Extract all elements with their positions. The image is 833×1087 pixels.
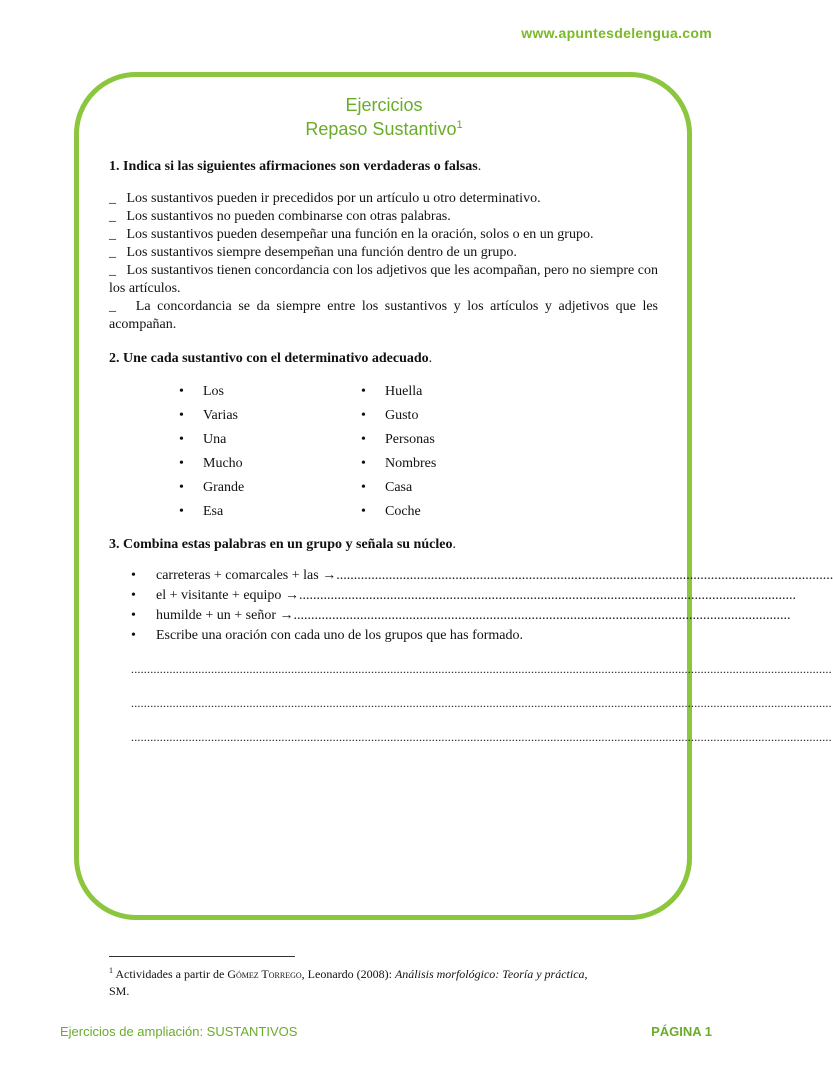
bullet-icon: •: [361, 504, 366, 519]
footnote-prefix: Actividades a partir de: [115, 967, 228, 981]
exercise-2-prompt-text: 2. Une cada sustantivo con el determinativo adecuado: [109, 351, 429, 366]
item-label: Los: [203, 384, 224, 399]
answer-fill-line[interactable]: ..............................................................................................................................................: [293, 608, 791, 623]
arrow-right-icon: →: [284, 588, 299, 603]
statement-text: Los sustantivos pueden ir precedidos por un artículo u otro determinativo.: [126, 191, 541, 206]
exercise-3-prompt-period: .: [452, 537, 456, 552]
bullet-icon: •: [179, 408, 184, 423]
answer-fill-line[interactable]: ..............................................................................................................................................: [336, 568, 833, 583]
list-item[interactable]: [361, 452, 436, 476]
answer-line[interactable]: ...........................................................................................................................................................................................................................: [131, 696, 832, 710]
item-label: Mucho: [203, 456, 243, 471]
list-item[interactable]: [179, 476, 244, 500]
word-combination: el + visitante + equipo: [156, 588, 285, 603]
instruction-text: Escribe una oración con cada uno de los grupos que has formado.: [156, 628, 523, 643]
exercise-1-prompt-text: 1. Indica si las siguientes afirmaciones son verdaderas o falsas: [109, 159, 478, 174]
footnote-comma: ,: [584, 967, 588, 981]
bullet-icon: •: [179, 384, 184, 399]
answer-blank[interactable]: _: [109, 191, 116, 206]
bullet-icon: •: [361, 432, 366, 447]
site-url[interactable]: www.apuntesdelengua.com: [521, 25, 712, 41]
item-label: Grande: [203, 480, 245, 495]
exercise-content: [109, 158, 833, 746]
list-item[interactable]: [179, 380, 244, 404]
list-item: [131, 606, 791, 626]
item-label: Coche: [385, 504, 421, 519]
exercise-3-prompt-text: 3. Combina estas palabras en un grupo y señala su núcleo: [109, 537, 453, 552]
exercise-1-prompt-period: .: [477, 159, 482, 174]
answer-fill-line[interactable]: ..............................................................................................................................................: [298, 588, 796, 603]
list-item: [131, 626, 658, 646]
subtitle-text: Repaso Sustantivo: [305, 119, 457, 139]
bullet-icon: •: [131, 588, 136, 603]
bullet-icon: •: [179, 480, 184, 495]
arrow-right-icon: →: [322, 568, 337, 583]
item-label: Esa: [203, 504, 224, 519]
statement: [109, 190, 658, 208]
exercise-1-prompt: [109, 158, 658, 176]
statement: [109, 262, 658, 298]
bullet-icon: •: [131, 628, 136, 643]
footnote-book-title: Análisis morfológico: Teoría y práctica: [394, 967, 585, 981]
noun-column: [361, 380, 436, 524]
exercise-2-prompt: [109, 350, 658, 368]
bullet-icon: •: [179, 504, 184, 519]
statement-text: Los sustantivos pueden desempeñar una función en la oración, solos o en un grupo.: [126, 227, 594, 242]
answer-blank[interactable]: _: [109, 227, 116, 242]
answer-blank[interactable]: _: [109, 299, 116, 314]
exercise-3-prompt: [109, 536, 658, 554]
determinative-column: [179, 380, 244, 524]
arrow-right-icon: →: [279, 608, 294, 623]
bullet-icon: •: [361, 456, 366, 471]
footnote-author-rest: , Leonardo (2008):: [301, 967, 395, 981]
list-item[interactable]: [361, 428, 436, 452]
footer-title: Ejercicios de ampliación: SUSTANTIVOS: [60, 1024, 298, 1039]
statement-text: Los sustantivos no pueden combinarse con otras palabras.: [126, 209, 451, 224]
list-item[interactable]: [361, 476, 436, 500]
list-item[interactable]: [179, 500, 244, 524]
bullet-icon: •: [131, 568, 136, 583]
list-item: [131, 586, 796, 606]
combine-list: [109, 566, 833, 646]
item-label: Personas: [385, 432, 435, 447]
item-label: Gusto: [385, 408, 419, 423]
list-item[interactable]: [361, 500, 436, 524]
true-false-list: [109, 190, 658, 334]
footnote-mark: 1: [109, 966, 113, 975]
bullet-icon: •: [361, 384, 366, 399]
word-combination: carreteras + comarcales + las: [156, 568, 323, 583]
answer-line[interactable]: ...........................................................................................................................................................................................................................: [131, 662, 832, 676]
item-label: Huella: [385, 384, 423, 399]
statement: [109, 226, 658, 244]
answer-blank[interactable]: _: [109, 263, 116, 278]
page-subtitle: [0, 117, 768, 141]
statement: [109, 298, 658, 334]
matching-columns: [109, 380, 658, 526]
statement: [109, 244, 658, 262]
bullet-icon: •: [179, 432, 184, 447]
list-item[interactable]: [179, 428, 244, 452]
item-label: Una: [203, 432, 227, 447]
word-combination: humilde + un + señor: [156, 608, 280, 623]
footnote-publisher: SM.: [109, 984, 130, 998]
bullet-icon: •: [179, 456, 184, 471]
bullet-icon: •: [361, 408, 366, 423]
list-item[interactable]: [361, 404, 436, 428]
list-item: [131, 566, 833, 586]
page-title: Ejercicios: [345, 95, 423, 115]
footnote-divider: [109, 956, 295, 957]
item-label: Varias: [203, 408, 238, 423]
statement-text: La concordancia se da siempre entre los sustantivos y los artículos y adjetivos que les acompañan.: [109, 299, 659, 332]
footnote: [109, 962, 659, 1000]
footnote-author: Gómez Torrego: [227, 967, 302, 981]
bullet-icon: •: [361, 480, 366, 495]
statement-text: Los sustantivos tienen concordancia con los adjetivos que les acompañan, pero no siempre con los artículos.: [109, 263, 659, 296]
answer-blank[interactable]: _: [109, 245, 116, 260]
page-number: PÁGINA 1: [651, 1024, 712, 1039]
answer-blank[interactable]: _: [109, 209, 116, 224]
answer-line[interactable]: ...........................................................................................................................................................................................................................: [131, 730, 832, 744]
title-footnote-mark[interactable]: 1: [456, 119, 463, 131]
item-label: Nombres: [385, 456, 437, 471]
bullet-icon: •: [131, 608, 136, 623]
item-label: Casa: [385, 480, 413, 495]
statement: [109, 208, 658, 226]
exercise-2-prompt-period: .: [428, 351, 433, 366]
list-item[interactable]: [179, 404, 244, 428]
list-item[interactable]: [179, 452, 244, 476]
title-block: [0, 93, 768, 141]
list-item[interactable]: [361, 380, 436, 404]
statement-text: Los sustantivos siempre desempeñan una función dentro de un grupo.: [126, 245, 517, 260]
